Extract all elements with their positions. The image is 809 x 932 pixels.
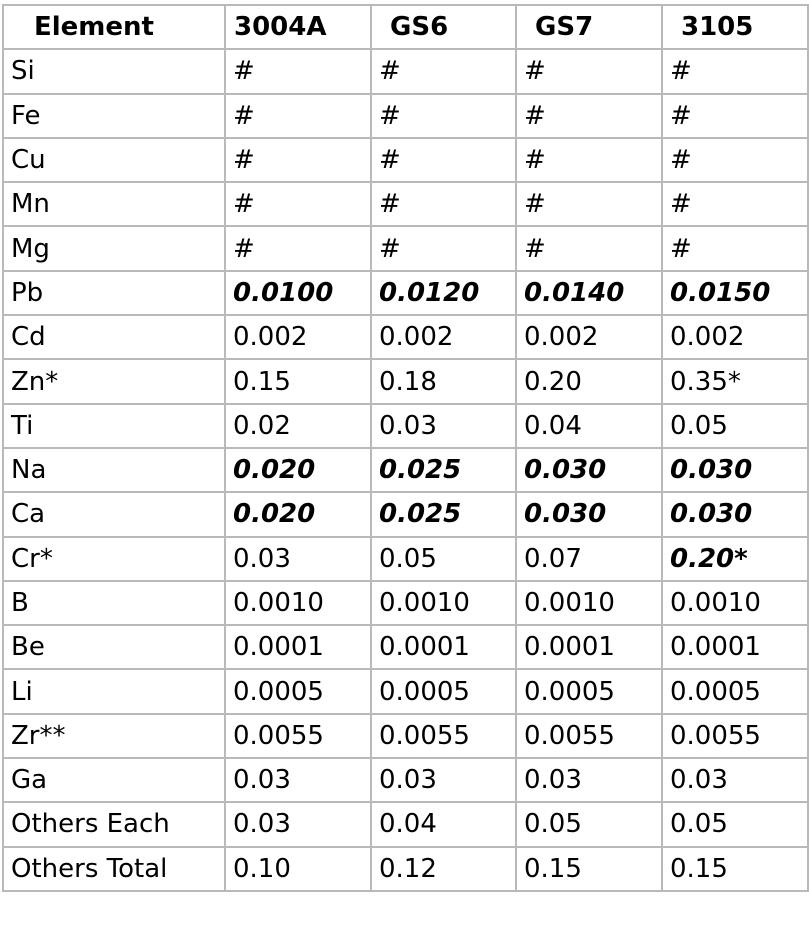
value-cell: 0.03 bbox=[516, 758, 662, 802]
value-cell: 0.05 bbox=[662, 802, 808, 846]
value-cell: 0.0055 bbox=[371, 714, 516, 758]
value-cell: # bbox=[516, 182, 662, 226]
table-row bbox=[3, 359, 808, 403]
value-cell: 0.15 bbox=[225, 359, 371, 403]
element-cell: Pb bbox=[3, 271, 225, 315]
value-cell: # bbox=[662, 49, 808, 93]
value-cell: # bbox=[371, 138, 516, 182]
value-cell: 0.20 bbox=[516, 359, 662, 403]
value-cell: 0.002 bbox=[516, 315, 662, 359]
header-alloy-3105: 3105 bbox=[662, 5, 808, 49]
value-cell: 0.002 bbox=[225, 315, 371, 359]
composition-table bbox=[2, 4, 809, 892]
value-cell: # bbox=[225, 138, 371, 182]
value-cell: 0.0005 bbox=[225, 669, 371, 713]
value-cell: 0.0005 bbox=[662, 669, 808, 713]
value-cell: # bbox=[225, 94, 371, 138]
value-cell: 0.0001 bbox=[225, 625, 371, 669]
element-cell: Ti bbox=[3, 404, 225, 448]
value-cell: 0.0001 bbox=[516, 625, 662, 669]
table-row bbox=[3, 537, 808, 581]
element-cell: Cd bbox=[3, 315, 225, 359]
table-row bbox=[3, 581, 808, 625]
header-alloy-gs7: GS7 bbox=[516, 5, 662, 49]
value-cell: 0.0140 bbox=[516, 271, 662, 315]
value-cell: # bbox=[662, 226, 808, 270]
element-cell: Zr** bbox=[3, 714, 225, 758]
value-cell: 0.03 bbox=[225, 802, 371, 846]
value-cell: 0.0055 bbox=[662, 714, 808, 758]
element-cell: Zn* bbox=[3, 359, 225, 403]
element-cell: Mg bbox=[3, 226, 225, 270]
value-cell: 0.0010 bbox=[225, 581, 371, 625]
table-row bbox=[3, 94, 808, 138]
value-cell: 0.04 bbox=[516, 404, 662, 448]
element-cell: Cr* bbox=[3, 537, 225, 581]
element-cell: Fe bbox=[3, 94, 225, 138]
value-cell: # bbox=[225, 49, 371, 93]
table-row bbox=[3, 802, 808, 846]
value-cell: 0.030 bbox=[662, 448, 808, 492]
table-row bbox=[3, 669, 808, 713]
value-cell: # bbox=[662, 182, 808, 226]
value-cell: 0.12 bbox=[371, 847, 516, 891]
element-cell: Others Each bbox=[3, 802, 225, 846]
value-cell: 0.0100 bbox=[225, 271, 371, 315]
value-cell: # bbox=[662, 94, 808, 138]
value-cell: # bbox=[371, 226, 516, 270]
value-cell: 0.0001 bbox=[371, 625, 516, 669]
header-row bbox=[3, 5, 808, 49]
table-body bbox=[3, 49, 808, 891]
value-cell: # bbox=[225, 182, 371, 226]
value-cell: 0.05 bbox=[371, 537, 516, 581]
value-cell: 0.03 bbox=[371, 758, 516, 802]
table-row bbox=[3, 448, 808, 492]
value-cell: 0.0005 bbox=[371, 669, 516, 713]
element-cell: Ca bbox=[3, 492, 225, 536]
table-row bbox=[3, 226, 808, 270]
element-cell: Others Total bbox=[3, 847, 225, 891]
value-cell: # bbox=[225, 226, 371, 270]
table-row bbox=[3, 315, 808, 359]
element-cell: Cu bbox=[3, 138, 225, 182]
value-cell: 0.10 bbox=[225, 847, 371, 891]
table-header bbox=[3, 5, 808, 49]
value-cell: 0.20* bbox=[662, 537, 808, 581]
value-cell: 0.030 bbox=[516, 492, 662, 536]
value-cell: 0.05 bbox=[662, 404, 808, 448]
value-cell: 0.07 bbox=[516, 537, 662, 581]
value-cell: # bbox=[371, 49, 516, 93]
header-alloy-gs6: GS6 bbox=[371, 5, 516, 49]
value-cell: 0.0055 bbox=[225, 714, 371, 758]
element-cell: Ga bbox=[3, 758, 225, 802]
value-cell: 0.0005 bbox=[516, 669, 662, 713]
element-cell: Mn bbox=[3, 182, 225, 226]
value-cell: 0.03 bbox=[225, 537, 371, 581]
value-cell: 0.35* bbox=[662, 359, 808, 403]
value-cell: 0.03 bbox=[371, 404, 516, 448]
value-cell: 0.0120 bbox=[371, 271, 516, 315]
value-cell: 0.15 bbox=[662, 847, 808, 891]
value-cell: 0.03 bbox=[225, 758, 371, 802]
value-cell: 0.03 bbox=[662, 758, 808, 802]
table-row bbox=[3, 271, 808, 315]
value-cell: 0.0010 bbox=[371, 581, 516, 625]
value-cell: 0.025 bbox=[371, 448, 516, 492]
value-cell: 0.0001 bbox=[662, 625, 808, 669]
table-row bbox=[3, 138, 808, 182]
value-cell: 0.0010 bbox=[516, 581, 662, 625]
element-cell: B bbox=[3, 581, 225, 625]
value-cell: 0.0150 bbox=[662, 271, 808, 315]
value-cell: 0.020 bbox=[225, 448, 371, 492]
value-cell: # bbox=[371, 182, 516, 226]
value-cell: 0.002 bbox=[662, 315, 808, 359]
table-row bbox=[3, 847, 808, 891]
value-cell: # bbox=[516, 138, 662, 182]
element-cell: Li bbox=[3, 669, 225, 713]
value-cell: 0.030 bbox=[516, 448, 662, 492]
element-cell: Na bbox=[3, 448, 225, 492]
value-cell: 0.18 bbox=[371, 359, 516, 403]
value-cell: # bbox=[371, 94, 516, 138]
value-cell: 0.02 bbox=[225, 404, 371, 448]
table-row bbox=[3, 714, 808, 758]
table-row bbox=[3, 492, 808, 536]
table-row bbox=[3, 758, 808, 802]
element-cell: Be bbox=[3, 625, 225, 669]
table-row bbox=[3, 625, 808, 669]
value-cell: 0.05 bbox=[516, 802, 662, 846]
header-element: Element bbox=[3, 5, 225, 49]
value-cell: 0.0010 bbox=[662, 581, 808, 625]
value-cell: 0.0055 bbox=[516, 714, 662, 758]
value-cell: 0.04 bbox=[371, 802, 516, 846]
value-cell: # bbox=[516, 94, 662, 138]
value-cell: # bbox=[516, 49, 662, 93]
table-row bbox=[3, 49, 808, 93]
value-cell: 0.030 bbox=[662, 492, 808, 536]
element-cell: Si bbox=[3, 49, 225, 93]
value-cell: 0.002 bbox=[371, 315, 516, 359]
value-cell: 0.020 bbox=[225, 492, 371, 536]
value-cell: 0.15 bbox=[516, 847, 662, 891]
value-cell: # bbox=[662, 138, 808, 182]
table-row bbox=[3, 404, 808, 448]
value-cell: # bbox=[516, 226, 662, 270]
header-alloy-3004a: 3004A bbox=[225, 5, 371, 49]
table-row bbox=[3, 182, 808, 226]
value-cell: 0.025 bbox=[371, 492, 516, 536]
